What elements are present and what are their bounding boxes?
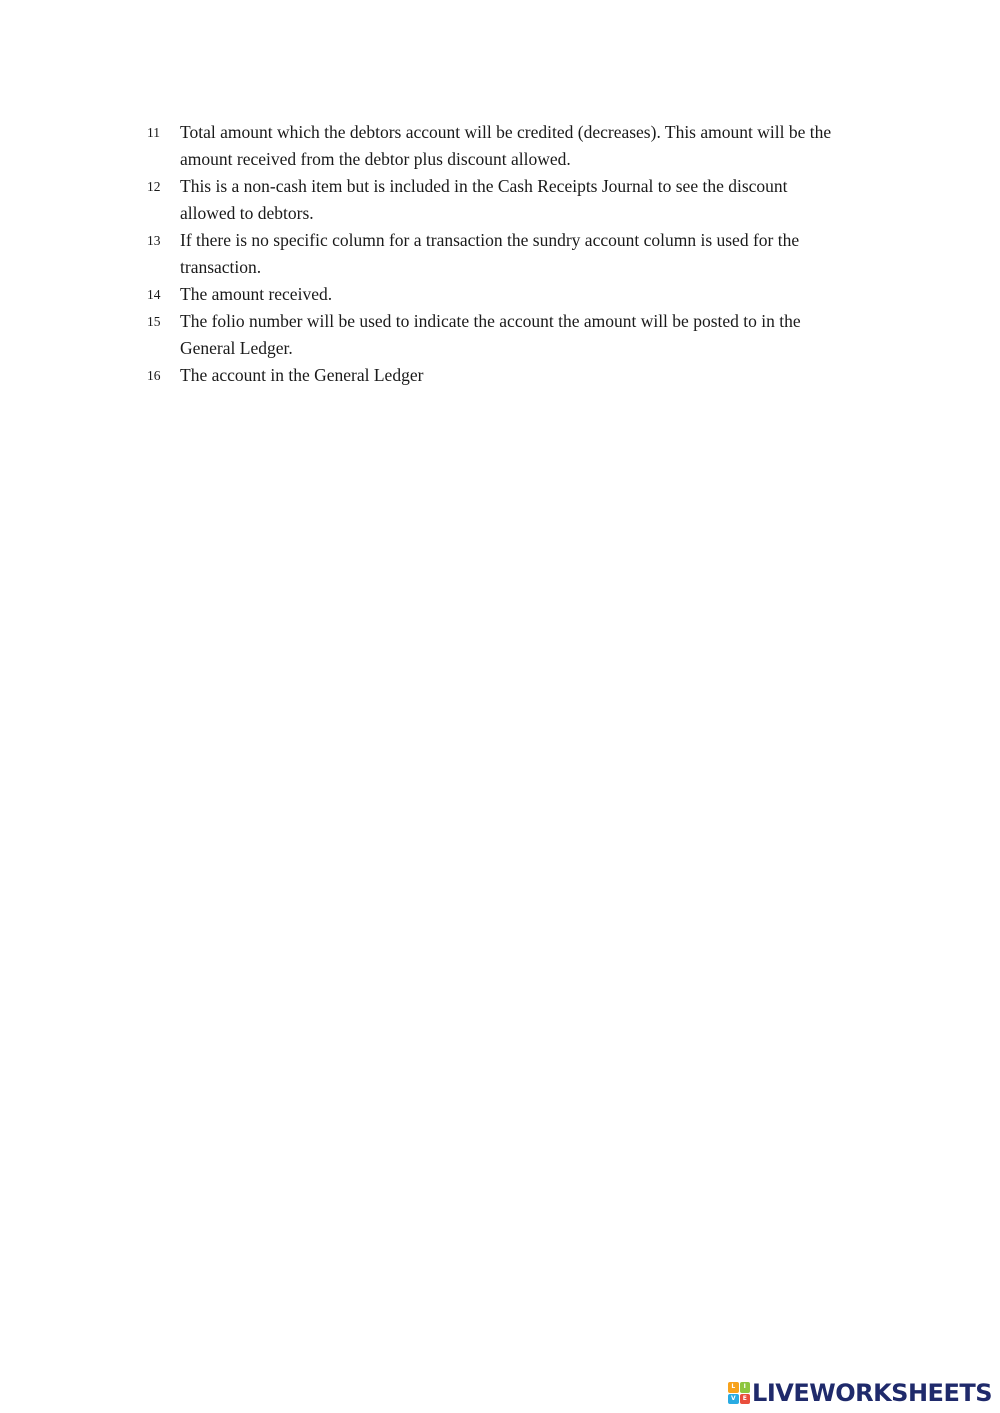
liveworksheets-brand[interactable] [728,1381,992,1405]
note-item [147,119,847,173]
notes-list [147,119,847,389]
note-item [147,227,847,281]
note-item [147,362,847,389]
note-number: 13 [147,233,161,248]
note-text: Total amount which the debtors account will be credited (decreases). This amount will be the amount received from the debtor plus discount allowed. [180,122,832,169]
logo-letter-i: I [740,1382,751,1393]
logo-letter-l: L [728,1382,739,1393]
logo-letter-v: V [728,1394,739,1405]
brand-name: LIVEWORKSHEETS [752,1379,992,1407]
note-number: 16 [147,368,161,383]
note-item [147,308,847,362]
note-number: 14 [147,287,161,302]
note-item [147,173,847,227]
note-text: The amount received. [180,284,333,304]
note-text: If there is no specific column for a transaction the sundry account column is used for the transaction. [180,230,800,277]
note-text: The folio number will be used to indicate the account the amount will be posted to in the General Ledger. [180,311,801,358]
note-item [147,281,847,308]
note-number: 11 [147,125,160,140]
note-text: The account in the General Ledger [180,365,424,385]
liveworksheets-logo-icon [728,1382,750,1404]
logo-letter-e: E [740,1394,751,1405]
note-text: This is a non-cash item but is included in the Cash Receipts Journal to see the discount allowed to debtors. [180,176,788,223]
note-number: 15 [147,314,161,329]
note-number: 12 [147,179,161,194]
